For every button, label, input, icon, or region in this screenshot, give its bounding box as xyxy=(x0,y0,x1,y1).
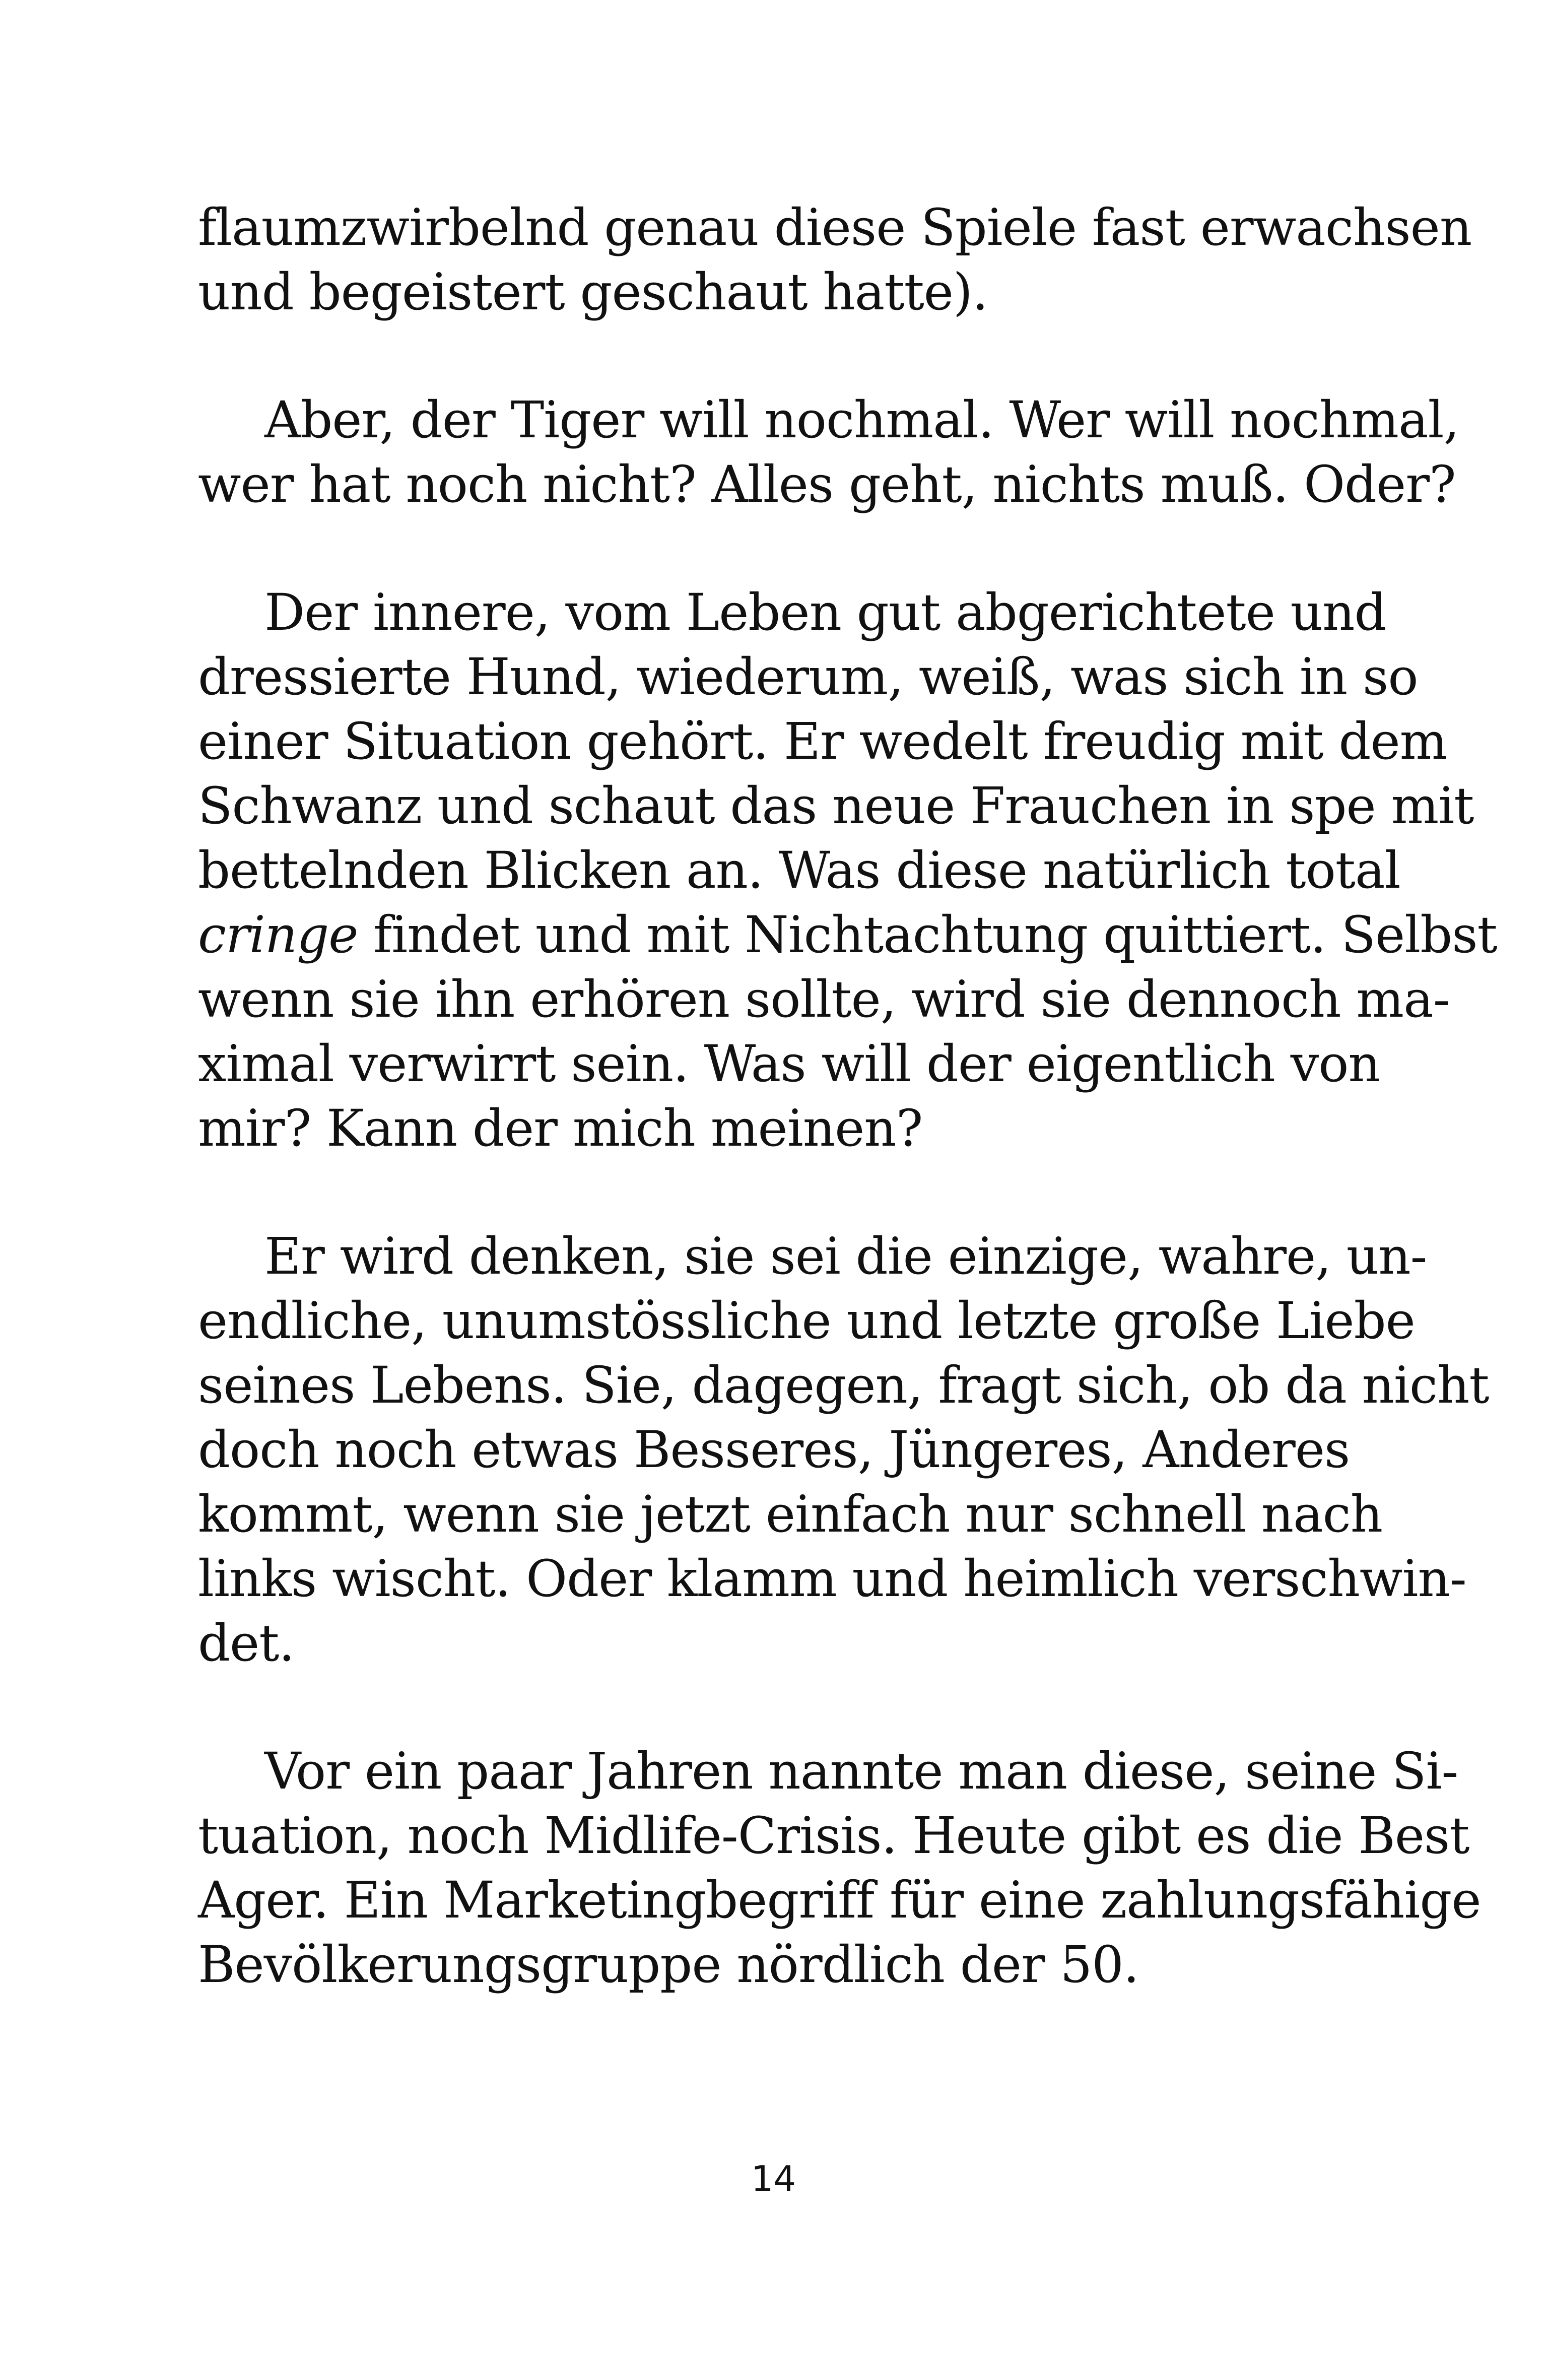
text-line: wer hat noch nicht? Alles geht, nichts muß. Oder? xyxy=(198,455,1456,514)
text-line xyxy=(198,903,1497,967)
text-line: Er wird denken, sie sei die einzige, wahre, un- xyxy=(264,1227,1427,1286)
page-number: 14 xyxy=(751,2158,796,2200)
text-line: endliche, unumstössliche und letzte große Liebe xyxy=(198,1291,1415,1350)
italic-word: cringe xyxy=(198,905,358,964)
text-line: doch noch etwas Besseres, Jüngeres, Anderes xyxy=(198,1420,1350,1479)
text-line: Vor ein paar Jahren nannte man diese, seine Si- xyxy=(264,1742,1458,1801)
text-line: Der innere, vom Leben gut abgerichtete und xyxy=(264,583,1386,642)
text-line: det. xyxy=(198,1614,295,1673)
text-line: und begeistert geschaut hatte). xyxy=(198,262,988,321)
text-line: dressierte Hund, wiederum, weiß, was sich in so xyxy=(198,647,1418,706)
text-line: seines Lebens. Sie, dagegen, fragt sich, ob da nicht xyxy=(198,1356,1489,1415)
text-line: bettelnden Blicken an. Was diese natürlich total xyxy=(198,841,1400,900)
text-line: kommt, wenn sie jetzt einfach nur schnell nach xyxy=(198,1485,1383,1544)
text-line: links wischt. Oder klamm und heimlich verschwin- xyxy=(198,1549,1466,1608)
text-line: flaumzwirbelnd genau diese Spiele fast erwachsen xyxy=(198,198,1472,257)
text-line: tuation, noch Midlife-Crisis. Heute gibt es die Best xyxy=(198,1806,1469,1865)
text-line: ximal verwirrt sein. Was will der eigentlich von xyxy=(198,1034,1380,1093)
text-line: Bevölkerungsgruppe nördlich der 50. xyxy=(198,1935,1139,1994)
text-line: wenn sie ihn erhören sollte, wird sie dennoch ma- xyxy=(198,970,1450,1029)
text-line-rest: findet und mit Nichtachtung quittiert. Selbst xyxy=(358,905,1497,964)
text-line: Schwanz und schaut das neue Frauchen in spe mit xyxy=(198,776,1474,835)
text-line: einer Situation gehört. Er wedelt freudig mit dem xyxy=(198,712,1447,771)
text-line: mir? Kann der mich meinen? xyxy=(198,1099,923,1158)
text-line: Aber, der Tiger will nochmal. Wer will nochmal, xyxy=(264,390,1459,449)
text-line: Ager. Ein Marketingbegriff für eine zahlungsfähige xyxy=(198,1871,1481,1930)
